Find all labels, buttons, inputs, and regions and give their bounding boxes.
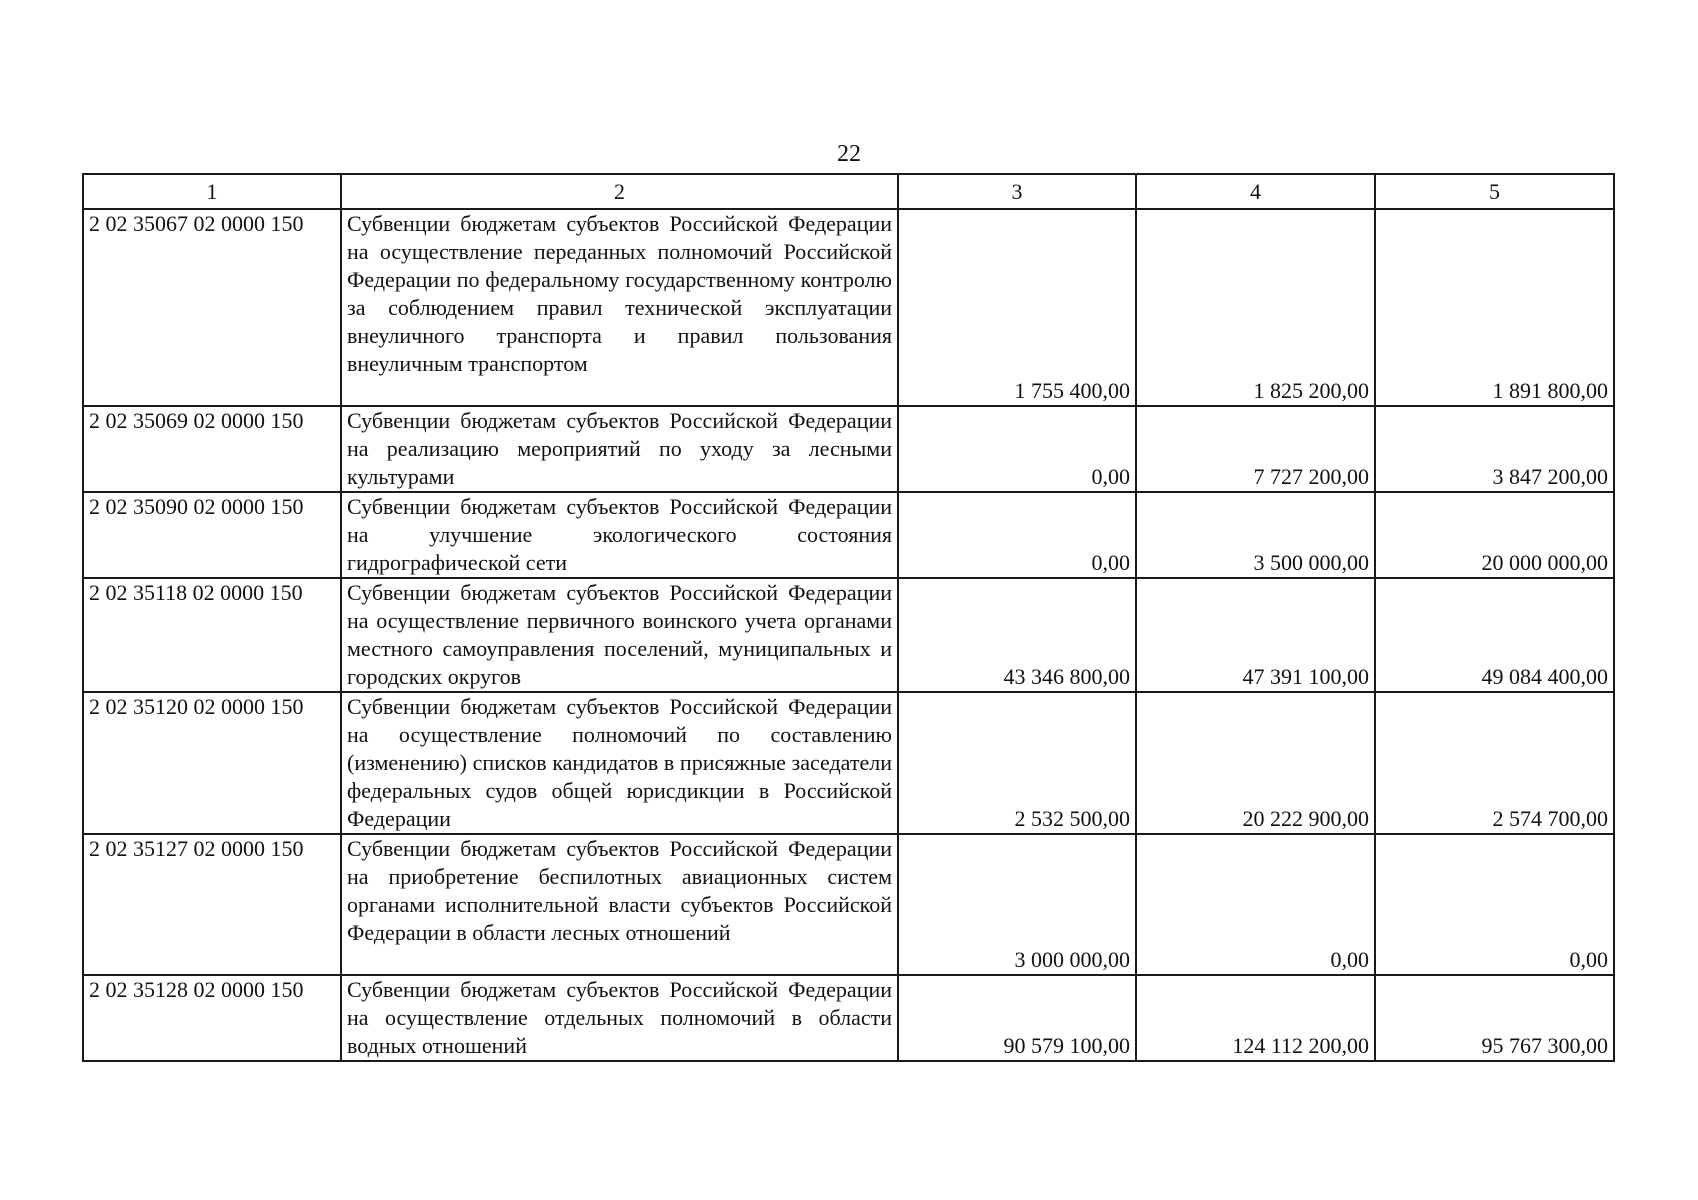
table-row — [83, 492, 1614, 578]
row-description: Субвенции бюджетам субъектов Российской Федерации на реализацию мероприятий по уходу за лесными культурами — [341, 406, 898, 492]
row-value-col5: 20 000 000,00 — [1375, 492, 1614, 578]
table-row — [83, 834, 1614, 975]
budget-table — [82, 173, 1615, 1062]
column-header: 2 — [341, 174, 898, 209]
row-code: 2 02 35090 02 0000 150 — [83, 492, 341, 578]
row-value-col5: 95 767 300,00 — [1375, 975, 1614, 1061]
table-row — [83, 692, 1614, 834]
row-value-col5: 0,00 — [1375, 834, 1614, 975]
row-value-col4: 3 500 000,00 — [1136, 492, 1375, 578]
row-value-col4: 1 825 200,00 — [1136, 209, 1375, 406]
row-description: Субвенции бюджетам субъектов Российской Федерации на осуществление отдельных полномочий в области водных отношений — [341, 975, 898, 1061]
row-code: 2 02 35128 02 0000 150 — [83, 975, 341, 1061]
column-header: 4 — [1136, 174, 1375, 209]
row-value-col5: 1 891 800,00 — [1375, 209, 1614, 406]
table-row — [83, 406, 1614, 492]
row-code: 2 02 35120 02 0000 150 — [83, 692, 341, 834]
row-description: Субвенции бюджетам субъектов Российской Федерации на осуществление переданных полномочий Российской Федерации по федеральному государственному контролю за соблюдением правил технической эксплуатации внеуличного транспорта и правил пользования внеуличным транспортом — [341, 209, 898, 406]
row-value-col3: 1 755 400,00 — [898, 209, 1136, 406]
column-header: 3 — [898, 174, 1136, 209]
column-header: 5 — [1375, 174, 1614, 209]
column-header: 1 — [83, 174, 341, 209]
row-value-col5: 3 847 200,00 — [1375, 406, 1614, 492]
row-description: Субвенции бюджетам субъектов Российской Федерации на осуществление первичного воинского учета органами местного самоуправления поселений, муниципальных и городских округов — [341, 578, 898, 692]
row-value-col3: 0,00 — [898, 492, 1136, 578]
row-description: Субвенции бюджетам субъектов Российской Федерации на осуществление полномочий по составлению (изменению) списков кандидатов в присяжные заседатели федеральных судов общей юрисдикции в Российской Федерации — [341, 692, 898, 834]
table-row — [83, 975, 1614, 1061]
row-description: Субвенции бюджетам субъектов Российской Федерации на приобретение беспилотных авиационных систем органами исполнительной власти субъектов Российской Федерации в области лесных отношений — [341, 834, 898, 975]
row-value-col4: 20 222 900,00 — [1136, 692, 1375, 834]
row-value-col3: 43 346 800,00 — [898, 578, 1136, 692]
row-value-col5: 49 084 400,00 — [1375, 578, 1614, 692]
row-description: Субвенции бюджетам субъектов Российской Федерации на улучшение экологического состояния гидрографической сети — [341, 492, 898, 578]
table-header-row — [83, 174, 1614, 209]
table-row — [83, 578, 1614, 692]
row-value-col5: 2 574 700,00 — [1375, 692, 1614, 834]
row-code: 2 02 35118 02 0000 150 — [83, 578, 341, 692]
row-value-col3: 3 000 000,00 — [898, 834, 1136, 975]
row-value-col4: 47 391 100,00 — [1136, 578, 1375, 692]
row-code: 2 02 35127 02 0000 150 — [83, 834, 341, 975]
row-value-col3: 2 532 500,00 — [898, 692, 1136, 834]
row-code: 2 02 35069 02 0000 150 — [83, 406, 341, 492]
row-value-col4: 7 727 200,00 — [1136, 406, 1375, 492]
row-value-col4: 0,00 — [1136, 834, 1375, 975]
table-row — [83, 209, 1614, 406]
row-value-col3: 90 579 100,00 — [898, 975, 1136, 1061]
row-value-col4: 124 112 200,00 — [1136, 975, 1375, 1061]
page-number: 22 — [837, 141, 861, 167]
row-value-col3: 0,00 — [898, 406, 1136, 492]
row-code: 2 02 35067 02 0000 150 — [83, 209, 341, 406]
